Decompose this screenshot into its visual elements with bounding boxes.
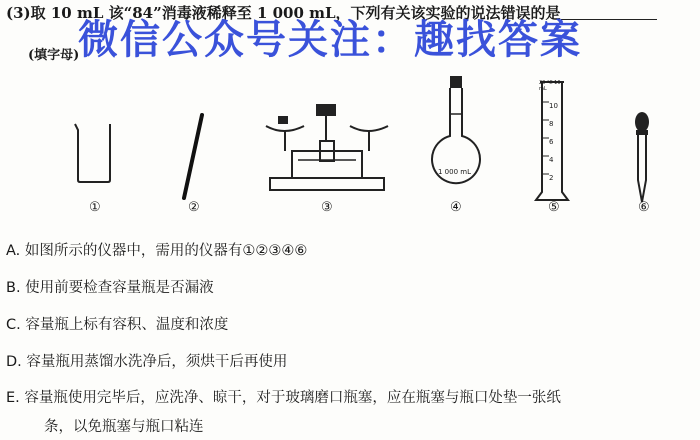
- option-d[interactable]: D. 容量瓶用蒸馏水洗净后，须烘干后再使用: [6, 354, 288, 370]
- option-e-line1: E. 容量瓶使用完毕后，应洗净、晾干，对于玻璃磨口瓶塞，应在瓶塞与瓶口处垫一张纸: [6, 390, 561, 406]
- balance-icon: [262, 96, 392, 196]
- cylinder-tick: 6: [549, 138, 554, 146]
- label-3: ③: [321, 200, 333, 215]
- apparatus-figure: [0, 60, 700, 230]
- cylinder-tick: 10: [549, 102, 558, 110]
- label-5: ⑤: [548, 200, 560, 215]
- cylinder-tick: 4: [549, 156, 554, 164]
- watermark: 微信公众号关注：趣找答案: [78, 17, 582, 63]
- option-e-line2: 条，以免瓶塞与瓶口粘连: [44, 419, 204, 435]
- label-4: ④: [450, 200, 462, 215]
- dropper-icon: [630, 110, 654, 206]
- option-e[interactable]: [6, 381, 696, 439]
- beaker-icon: [72, 122, 114, 184]
- cylinder-ticks: [549, 97, 558, 187]
- cylinder-tick: 8: [549, 120, 554, 128]
- fill-hint: (填字母): [28, 48, 80, 63]
- cylinder-tick: 2: [549, 174, 554, 182]
- label-1: ①: [89, 200, 101, 215]
- label-6: ⑥: [638, 200, 650, 215]
- option-c[interactable]: C. 容量瓶上标有容积、温度和浓度: [6, 317, 229, 333]
- glass-rod-icon: [178, 112, 208, 202]
- option-b[interactable]: B. 使用前要检查容量瓶是否漏液: [6, 280, 214, 296]
- volumetric-flask-icon: [428, 74, 484, 200]
- label-2: ②: [188, 200, 200, 215]
- cylinder-top-label: 20 ℃ 10 mL: [539, 80, 561, 92]
- question-text: (3)取 10 mL 该“84”消毒液稀释至 1 000 mL，下列有关该实验的说法错误的是: [6, 2, 657, 23]
- option-a[interactable]: A. 如图所示的仪器中，需用的仪器有①②③④⑥: [6, 243, 308, 259]
- flask-volume-label: 1 000 mL: [438, 168, 471, 176]
- options-list: [6, 233, 696, 439]
